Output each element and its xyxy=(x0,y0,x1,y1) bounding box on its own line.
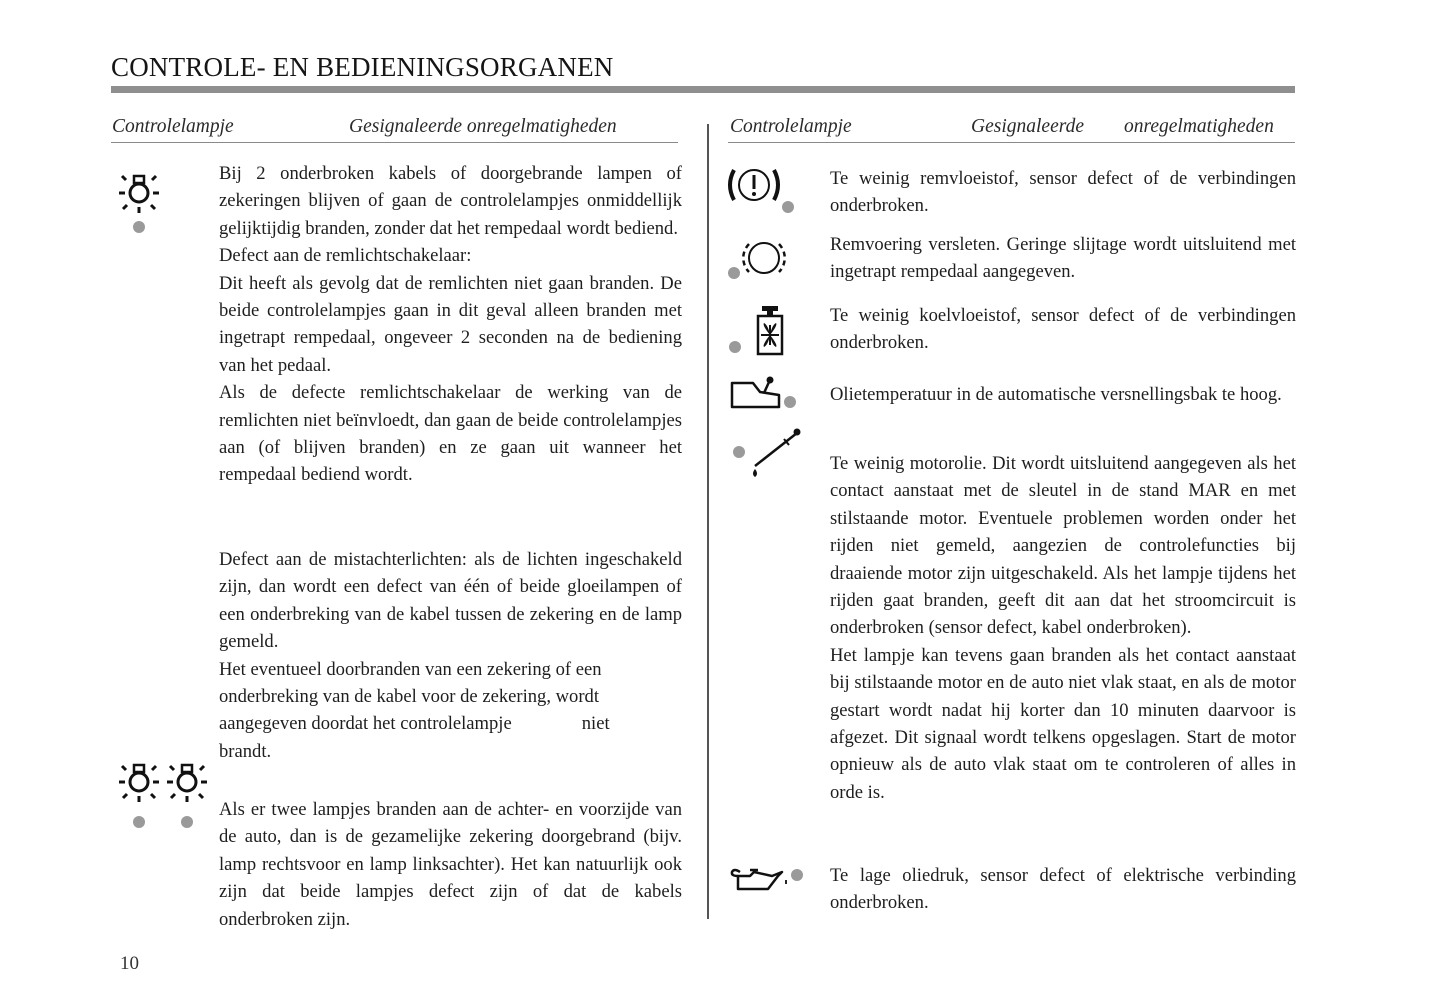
right-entry-2-text: Remvoering versleten. Geringe slijtage wordt uitsluitend met ingetrapt rempedaal aangegeven. xyxy=(830,234,1296,283)
paragraph: Defect aan de mistachterlichten: als de lichten ingeschakeld zijn, dan wordt een defect van één of beide gloeilampen of een onderbreking van de kabel tussen de zekering en de lamp gemeld. xyxy=(219,549,682,653)
right-entry-3-text: Te weinig koelvloeistof, sensor defect of de verbindingen onderbroken. xyxy=(830,305,1296,354)
page-number: 10 xyxy=(120,953,139,974)
oil-level-dipstick-icon xyxy=(727,425,807,480)
paragraph: Het lampje kan tevens gaan branden als het contact aanstaat bij stilstaande motor en de auto niet vlak staat, en als de motor gestart wordt nadat hij korter dan 10 minuten daarvoor is afgezet. Dit signaal wordt telkens opgeslagen. Start de motor opnieuw als de auto vlak staat om te controleren of alles in orde is. xyxy=(830,644,1296,803)
right-column-header xyxy=(728,114,1295,143)
header-issues-label: Gesignaleerde xyxy=(971,116,1084,137)
right-entry-1-text: Te weinig remvloeistof, sensor defect of de verbindingen onderbroken. xyxy=(830,168,1296,217)
paragraph: Als er twee lampjes branden aan de achter- en voorzijde van de auto, dan is de gezamelijke zekering doorgebrand (bijv. lamp rechtsvoor en lamp linksachter). Het kan natuurlijk ook zijn dat beide lampjes defect zijn of dat de kabels onderbroken zijn. xyxy=(219,799,682,930)
double-bulb-warning-icon xyxy=(108,760,218,840)
left-entry-2-text xyxy=(219,546,682,765)
paragraph: brandt. xyxy=(219,740,272,762)
left-entry-1-text xyxy=(219,160,682,489)
right-entry-6-text: Te lage oliedruk, sensor defect of elektrische verbinding onderbroken. xyxy=(830,865,1296,914)
title-rule xyxy=(111,86,1295,93)
brake-fluid-warning-icon xyxy=(724,165,799,215)
oil-pressure-icon xyxy=(728,862,808,897)
paragraph: niet xyxy=(581,713,610,735)
paragraph: Dit heeft als gevolg dat de remlichten niet gaan branden. De beide controlelampjes gaan in dit geval alleen branden met ingetrapt rempedaal, ongeveer 2 seconden na de bediening van het pedaal. xyxy=(219,272,682,376)
header-issues-label-2: onregelmatigheden xyxy=(1124,116,1274,137)
paragraph: Defect aan de remlichtschakelaar: xyxy=(219,245,472,267)
header-lamp-label: Controlelampje xyxy=(112,116,234,137)
right-entry-4-text: Olietemperatuur in de automatische versnellingsbak te hoog. xyxy=(830,384,1282,405)
coolant-level-icon xyxy=(724,303,799,361)
header-lamp-label: Controlelampje xyxy=(730,116,852,137)
left-column-header xyxy=(111,114,678,143)
left-entry-3-text xyxy=(219,796,682,933)
paragraph: Als de defecte remlichtschakelaar de werking van de remlichten niet beïnvloedt, dan gaan de beide controlelampjes aan (of blijven branden) en ze gaan uit wanneer het rempedaal bediend wordt. xyxy=(219,382,682,486)
transmission-oil-temp-icon xyxy=(727,375,802,415)
paragraph: Het eventueel doorbranden van een zekering of een onderbreking van de kabel voor de zekering, wordt aangegeven doordat het controlelampje xyxy=(219,658,602,735)
paragraph: Te weinig motorolie. Dit wordt uitsluitend aangegeven als het contact aanstaat met de sleutel in de stand MAR en met stilstaande motor. Eventuele problemen worden onder het rijden niet gemeld, aangezien de controlefuncties bij draaiende motor zijn uitgeschakeld. Als het lampje tijdens het rijden gaat branden, geeft dit aan dat het stroomcircuit is onderbroken (sensor defect, kabel onderbroken). xyxy=(830,453,1296,639)
header-issues-label: Gesignaleerde onregelmatigheden xyxy=(349,116,617,137)
right-entry-5-text xyxy=(830,450,1296,806)
column-divider xyxy=(707,124,709,919)
page-title: CONTROLE- EN BEDIENINGSORGANEN xyxy=(111,52,614,82)
brake-pad-wear-icon xyxy=(724,236,799,286)
bulb-warning-icon xyxy=(110,160,170,240)
paragraph: Bij 2 onderbroken kabels of doorgebrande lampen of zekeringen blijven of gaan de controlelampjes onmiddellijk gelijktijdig branden, zonder dat het rempedaal wordt bediend. xyxy=(219,163,682,239)
